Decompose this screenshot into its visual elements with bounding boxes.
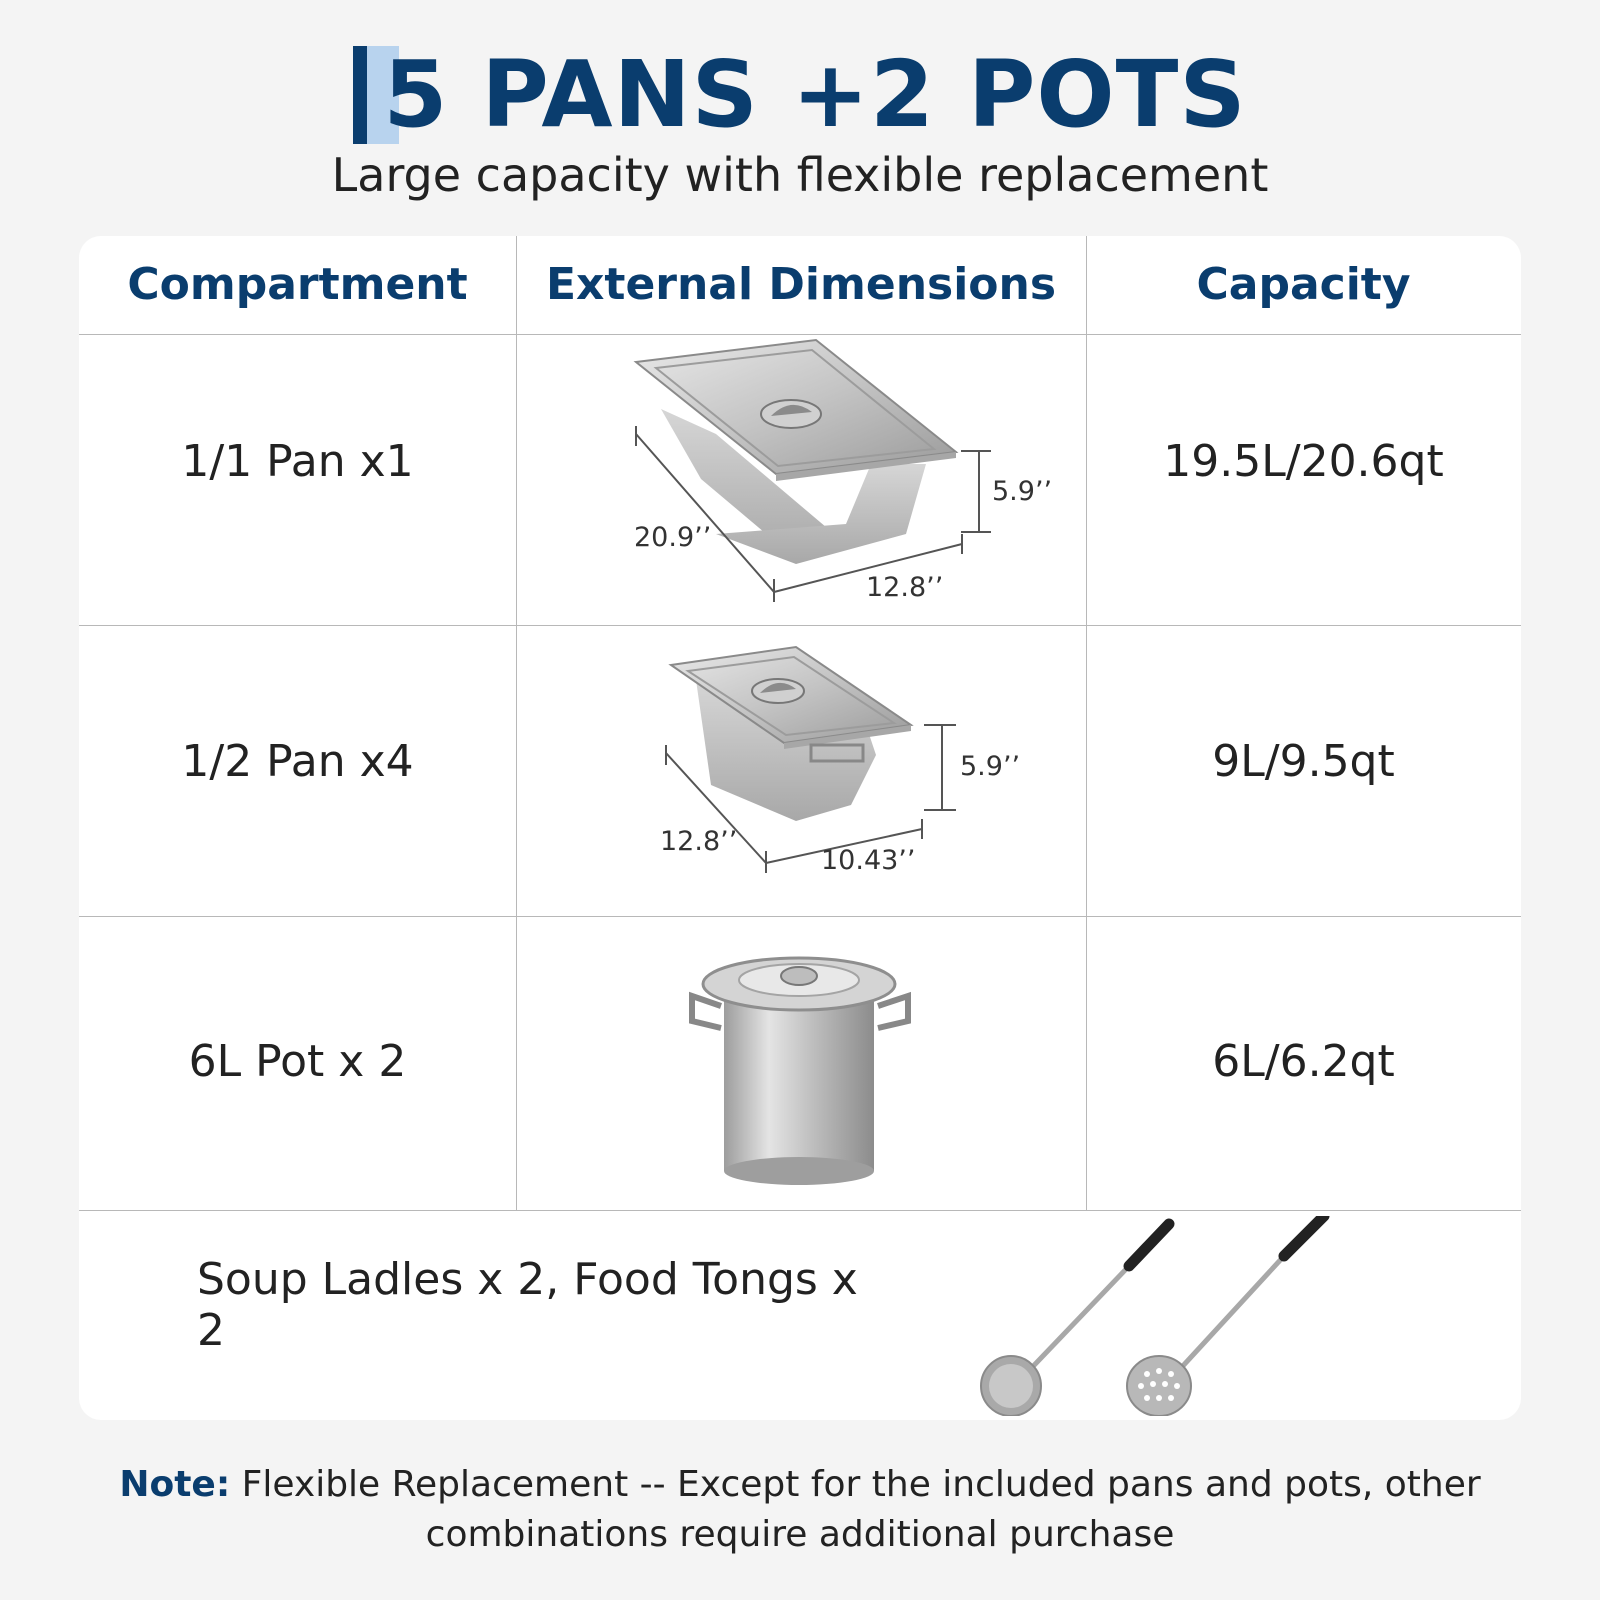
page-title: 5 PANS +2 POTS — [353, 40, 1246, 150]
row1-length-label: 20.9’’ — [634, 522, 712, 553]
stock-pot-image — [516, 916, 1086, 1210]
row2-compartment: 1/2 Pan x4 — [181, 736, 414, 787]
row1-compartment: 1/1 Pan x1 — [181, 436, 414, 487]
note — [0, 1460, 1600, 1560]
row2-capacity: 9L/9.5qt — [1212, 736, 1395, 787]
row1-width-label: 12.8’’ — [866, 572, 944, 603]
ladles-image — [979, 1216, 1419, 1416]
header-capacity: Capacity — [1196, 259, 1411, 310]
title-accent-bar — [353, 46, 367, 144]
half-pan-image — [516, 625, 1086, 916]
subtitle: Large capacity with flexible replacement — [331, 148, 1269, 202]
row1-capacity: 19.5L/20.6qt — [1163, 436, 1444, 487]
row-divider — [79, 1210, 1521, 1211]
title-area — [0, 40, 1600, 150]
row2-length-label: 12.8’’ — [660, 826, 738, 857]
row3-capacity: 6L/6.2qt — [1212, 1036, 1395, 1087]
row2-width-label: 10.43’’ — [821, 845, 916, 876]
header-compartment: Compartment — [127, 259, 468, 310]
note-text-line2: combinations require additional purchase — [425, 1514, 1175, 1555]
row3-compartment: 6L Pot x 2 — [188, 1036, 407, 1087]
header-external-dimensions: External Dimensions — [545, 259, 1057, 310]
full-pan-image — [516, 334, 1086, 625]
row1-height-label: 5.9’’ — [992, 476, 1053, 507]
note-text: Flexible Replacement -- Except for the included pans and pots, other — [230, 1464, 1481, 1505]
spec-table — [79, 236, 1521, 1420]
row2-height-label: 5.9’’ — [960, 751, 1021, 782]
accessories-label: Soup Ladles x 2, Food Tongs x 2 — [197, 1254, 858, 1356]
note-label: Note: — [119, 1464, 231, 1505]
